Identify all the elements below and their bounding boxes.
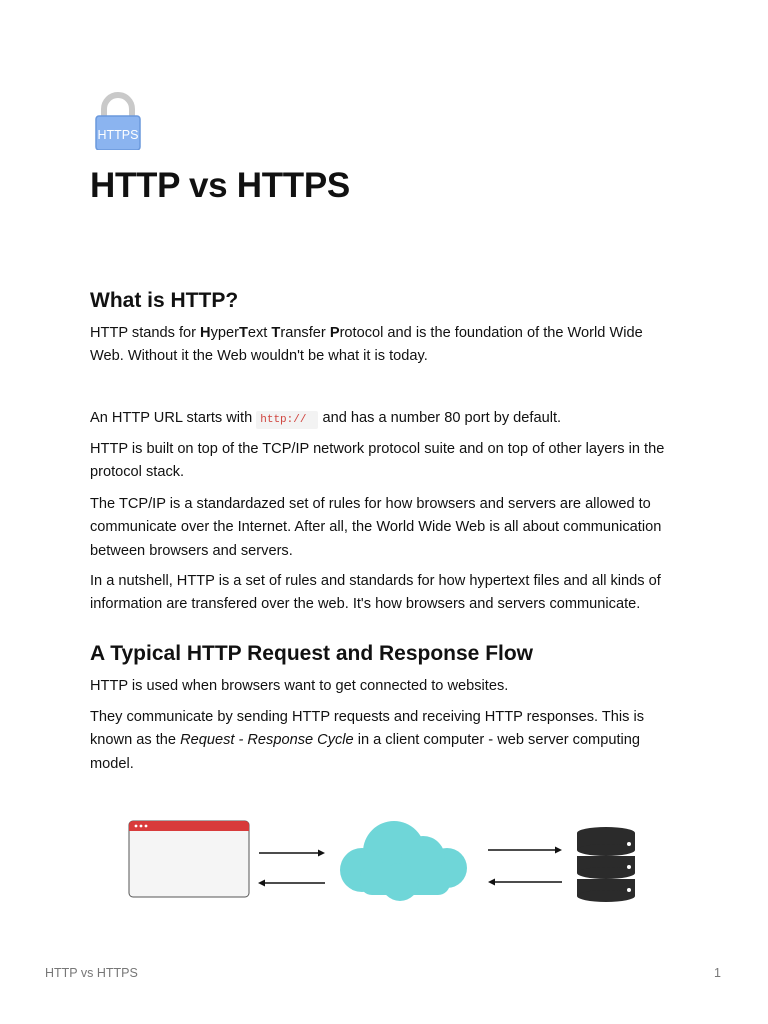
response-arrow-left-icon: [258, 880, 325, 887]
request-arrow-right-icon: [259, 850, 325, 857]
paragraph-nutshell: In a nutshell, HTTP is a set of rules and standards for how hypertext files and all kinds of information are transfered over the web. It's how browsers and servers communicate.: [90, 573, 661, 613]
code-http-prefix: http://: [256, 411, 318, 429]
paragraph-browsers-connect: HTTP is used when browsers want to get connected to websites.: [90, 678, 509, 694]
paragraph-http-url: An HTTP URL starts with http:// and has a number 80 port by default.: [90, 407, 690, 432]
request-response-diagram: [0, 810, 768, 920]
database-server-icon: [577, 827, 635, 902]
paragraph-request-response-cycle: They communicate by sending HTTP requests and receiving HTTP responses. This is known as the Request - Response Cycle in a client computer - web server computing model.: [90, 709, 644, 772]
section-heading-what-is-http: What is HTTP?: [90, 289, 239, 312]
paragraph-http-stands-for: HTTP stands for HyperText Transfer Protocol and is the foundation of the World Wide Web. Without it the Web wouldn't be what it is today.: [90, 325, 643, 365]
page-title: HTTP vs HTTPS: [90, 166, 350, 205]
request-arrow-right-icon: [488, 847, 562, 854]
https-lock-icon: [95, 92, 141, 150]
footer-page-number: 1: [714, 966, 721, 980]
paragraph-tcpip-stack: HTTP is built on top of the TCP/IP network protocol suite and on top of other layers in the protocol stack.: [90, 441, 665, 481]
browser-window-icon: [129, 821, 249, 897]
internet-cloud-icon: [340, 821, 467, 901]
footer-document-title: HTTP vs HTTPS: [45, 966, 138, 980]
section-heading-request-response-flow: A Typical HTTP Request and Response Flow: [90, 642, 534, 665]
lock-label: HTTPS: [97, 128, 139, 142]
paragraph-tcpip-rules: The TCP/IP is a standardazed set of rules for how browsers and servers are allowed to communicate over the Internet. After all, the World Wide Web is all about communication between browsers and servers.: [90, 496, 662, 559]
response-arrow-left-icon: [488, 879, 562, 886]
